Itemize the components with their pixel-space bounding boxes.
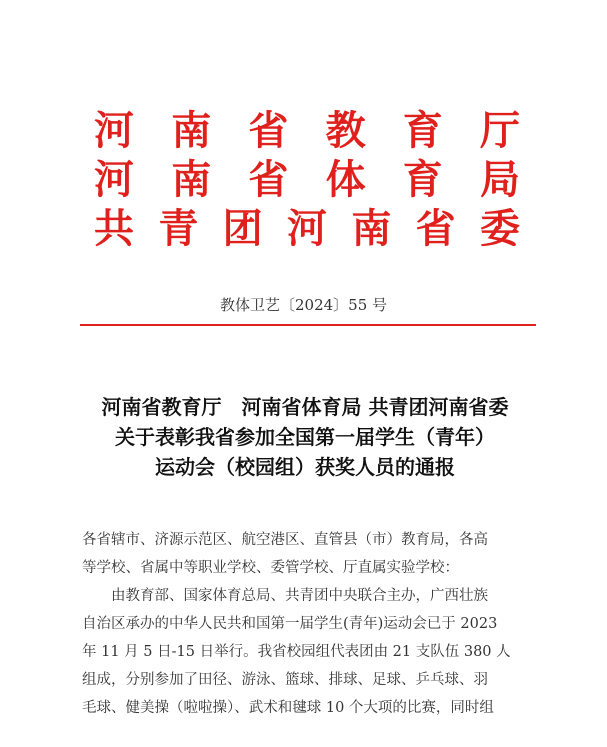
header-char: 体 [325, 156, 366, 203]
salutation-line: 各省辖市、济源示范区、航空港区、直管县（市）教育局，各高 [82, 532, 488, 548]
header-char: 河 [286, 205, 327, 252]
paragraph-line: 由教育部、国家体育总局、共青团中央联合主办，广西壮族 [111, 588, 488, 604]
header-char: 省 [415, 205, 456, 252]
paragraph-line: 毛球、健美操（啦啦操）、武术和毽球 10 个大项的比赛，同时组 [82, 700, 494, 716]
issuer-header [92, 106, 522, 253]
header-char: 共 [94, 205, 134, 252]
header-char: 厅 [479, 107, 520, 154]
header-char: 育 [402, 156, 443, 203]
paragraph-line: 自治区承办的中华人民共和国第一届学生(青年)运动会已于 2023 [82, 616, 498, 632]
title-line: 河南省教育厅 河南省体育局 共青团河南省委 [101, 395, 509, 419]
salutation-line: 等学校、省属中等职业学校、委管学校、厅直属实验学校： [82, 560, 459, 576]
document-title [70, 392, 540, 482]
header-char: 团 [222, 205, 263, 252]
title-line: 运动会（校园组）获奖人员的通报 [155, 455, 455, 479]
header-char: 育 [402, 107, 443, 154]
header-char: 南 [171, 156, 212, 203]
header-char: 南 [351, 205, 392, 252]
issuer-line-1 [92, 106, 522, 155]
paragraph-line: 组成，分别参加了田径、游泳、篮球、排球、足球、乒乓球、羽 [82, 672, 488, 688]
header-char: 局 [479, 156, 520, 203]
header-char: 河 [94, 107, 134, 154]
title-line: 关于表彰我省参加全国第一届学生（青年） [115, 425, 495, 449]
issuer-line-3 [92, 204, 522, 253]
header-char: 省 [248, 107, 289, 154]
header-char: 河 [94, 156, 134, 203]
header-char: 南 [171, 107, 212, 154]
paragraph-line: 年 11 月 5 日-15 日举行。我省校园组代表团由 21 支队伍 380 人 [82, 644, 511, 660]
header-char: 教 [325, 107, 366, 154]
issuer-line-2 [92, 155, 522, 204]
header-char: 青 [158, 205, 199, 252]
document-number: 教体卫艺〔2024〕55 号 [219, 296, 388, 314]
red-divider [80, 324, 536, 326]
header-char: 省 [248, 156, 289, 203]
header-char: 委 [479, 205, 520, 252]
document-body [82, 526, 542, 722]
